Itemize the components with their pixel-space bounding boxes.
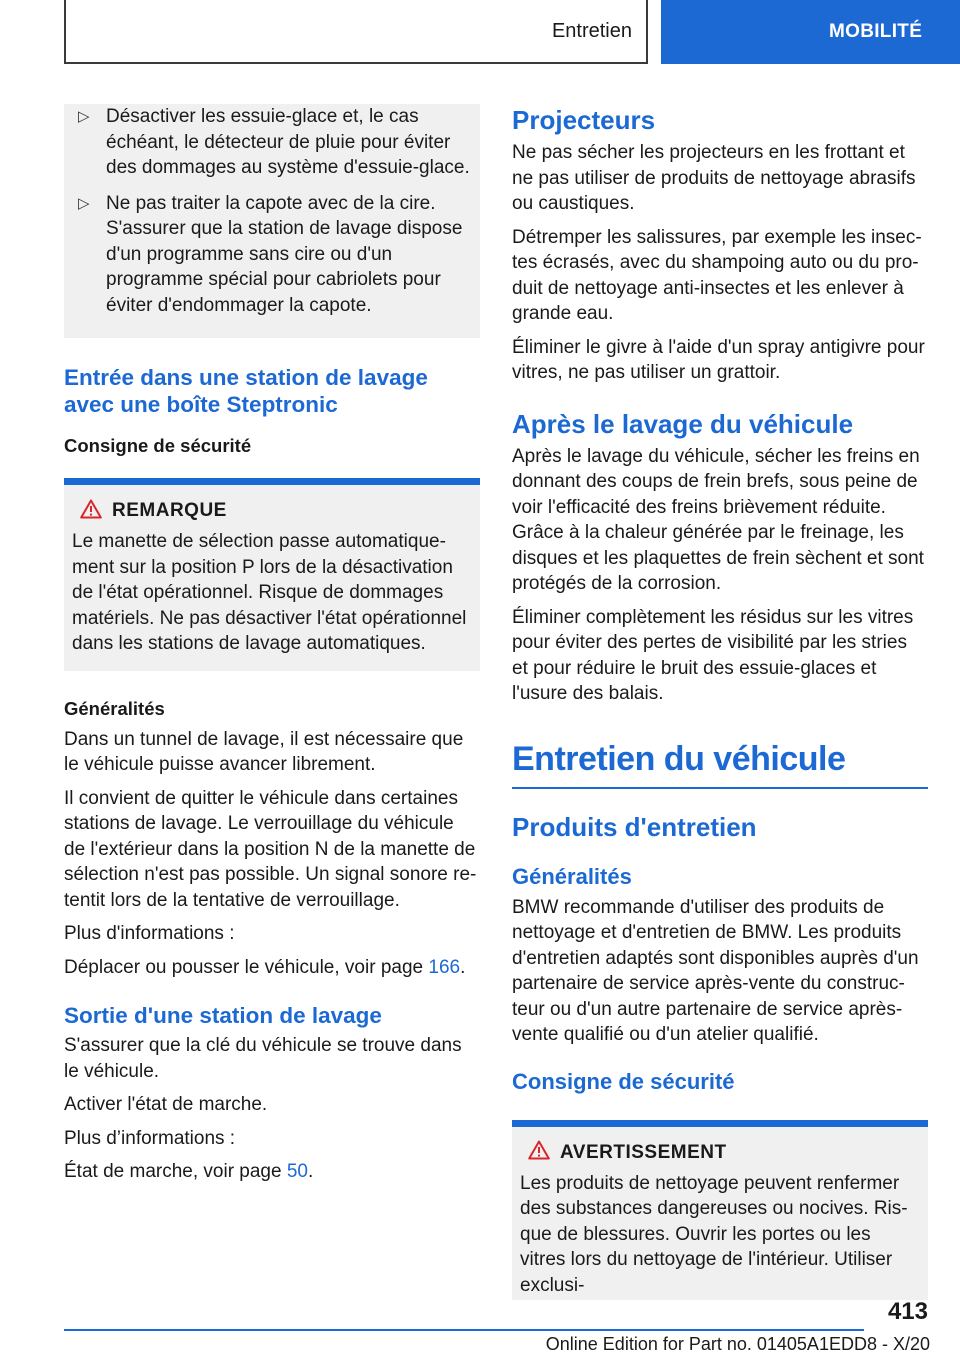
subheading-safety: Consigne de sécurité xyxy=(512,1068,735,1094)
reference-period: . xyxy=(460,956,466,978)
notice-box xyxy=(64,478,480,671)
warning-triangle-icon xyxy=(72,499,106,524)
projectors-paragraph-2: Détremper les salissures, par exemple les insec-tes écrasés, avec du shampoing auto ou du pro-duit de nettoyage anti-insectes et les enlever à grande eau. xyxy=(512,226,922,324)
notice-box xyxy=(512,1120,928,1301)
safety-label: Consigne de sécurité xyxy=(64,435,252,456)
general-paragraph: BMW recommande d'utiliser des produits de nettoyage et d'entretien de BMW. Les produits d'entretien adaptés sont disponibles auprès d'un partenaire de service après-vente du construc-teur ou d'un autre partenaire de service après-vente qualifié ou d'un atelier qualifié. xyxy=(512,896,919,1045)
section-heading-exit: Sortie d'une station de lavage xyxy=(64,1003,382,1028)
after-paragraph-1: Après le lavage du véhicule, sécher les freins en donnant des coups de frein brefs, sous peine de voir l'efficacité des freins brièvement réduite. Grâce à la chaleur générée par le freinage, les disques et les plaquettes de frein sèchent et sont protégés de la corrosion. xyxy=(512,445,924,594)
notice-title xyxy=(72,497,472,525)
chapter-heading: Entretien du véhicule xyxy=(512,737,928,789)
bullet-marker-icon: ▷ xyxy=(78,108,90,125)
general-paragraph-1: Dans un tunnel de lavage, il est nécessaire que le véhicule puisse avancer librement. xyxy=(64,728,464,775)
notice-text: Les produits de nettoyage peuvent renfermer des substances dangereuses ou nocives. Ris-que de blessures. Ouvrir les portes ou les vitres lors du nettoyage de l'intérieur. Utiliser exclusi- xyxy=(520,1172,908,1296)
reference-line xyxy=(64,1159,480,1185)
reference-text: Déplacer ou pousser le véhicule, voir page xyxy=(64,956,429,978)
section-heading-products: Produits d'entretien xyxy=(512,811,757,842)
general-label: Généralités xyxy=(64,697,165,719)
exit-paragraph-1: S'assurer que la clé du véhicule se trouve dans le véhicule. xyxy=(64,1035,462,1082)
bullet-text: Ne pas traiter la capote avec de la cire. S'assurer que la station de lavage dispose d'un programme sans cire ou d'un programme spécial pour cabriolets pour éviter d'endommager la capote. xyxy=(106,192,463,316)
header-section-box xyxy=(64,0,648,64)
reference-text: État de marche, voir page xyxy=(64,1161,287,1182)
notice-title xyxy=(520,1139,920,1167)
projectors-paragraph-3: Éliminer le givre à l'aide d'un spray antigivre pour vitres, ne pas utiliser un grattoir. xyxy=(512,336,925,383)
notice-label: REMARQUE xyxy=(112,500,227,521)
notice-text: Le manette de sélection passe automatique-ment sur la position P lors de la désactivation de l'état opérationnel. Risque de dommages matériels. Ne pas désactiver l'état opérationnel dans les stations de lavage automatiques. xyxy=(72,531,467,654)
bullet-marker-icon: ▷ xyxy=(78,194,90,212)
reference-period: . xyxy=(307,1161,314,1182)
general-paragraph-2: Il convient de quitter le véhicule dans certaines stations de lavage. Le verrouillage du véhicule de l'extérieur dans la position N de la manette de sélection n'est pas possible. Un signal sonore re-tentit lors de la tentative de verrouillage. xyxy=(64,787,477,911)
header-tab-label: MOBILITÉ xyxy=(829,21,923,42)
notice-label: AVERTISSEMENT xyxy=(560,1141,727,1163)
page-link-50[interactable]: 50 xyxy=(286,1161,308,1182)
section-heading-projectors: Projecteurs xyxy=(512,105,656,135)
header-section-title: Entretien xyxy=(551,19,632,42)
section-heading-after-wash: Après le lavage du véhicule xyxy=(512,408,854,439)
section-heading-entry: Entrée dans une station de lavage avec une boîte Steptronic xyxy=(64,365,428,417)
footer-edition: Online Edition for Part no. 01405A1EDD8 - X/20 xyxy=(545,1334,930,1354)
bullet-text: Désactiver les essuie-glace et, le cas échéant, le détecteur de pluie pour éviter des dommages au système d'essuie-glace. xyxy=(106,106,470,178)
projectors-paragraph-1: Ne pas sécher les projecteurs en les frottant et ne pas utiliser de produits de nettoyage abrasifs ou caustiques. xyxy=(512,142,916,214)
subheading-general: Généralités xyxy=(512,863,632,889)
more-info-label: Plus d’informations : xyxy=(64,1127,236,1149)
left-column xyxy=(64,104,480,1193)
page-number: 413 xyxy=(887,1298,928,1325)
after-paragraph-2: Éliminer complètement les résidus sur les vitres pour éviter des pertes de visibilité par les stries et pour réduire le bruit des essuie-glaces et l'usure des balais. xyxy=(512,606,914,704)
footer-divider xyxy=(64,1329,864,1331)
warning-triangle-icon xyxy=(520,1140,554,1165)
header-tab-mobilite[interactable] xyxy=(661,0,960,64)
more-info-label: Plus d'informations : xyxy=(64,923,235,944)
list-item xyxy=(72,104,472,181)
page-link-166[interactable]: 166 xyxy=(428,956,461,978)
right-column xyxy=(512,104,928,1300)
exit-paragraph-2: Activer l'état de marche. xyxy=(64,1094,268,1115)
list-item xyxy=(72,191,472,319)
reference-line xyxy=(64,955,480,981)
bullet-panel xyxy=(64,104,480,338)
